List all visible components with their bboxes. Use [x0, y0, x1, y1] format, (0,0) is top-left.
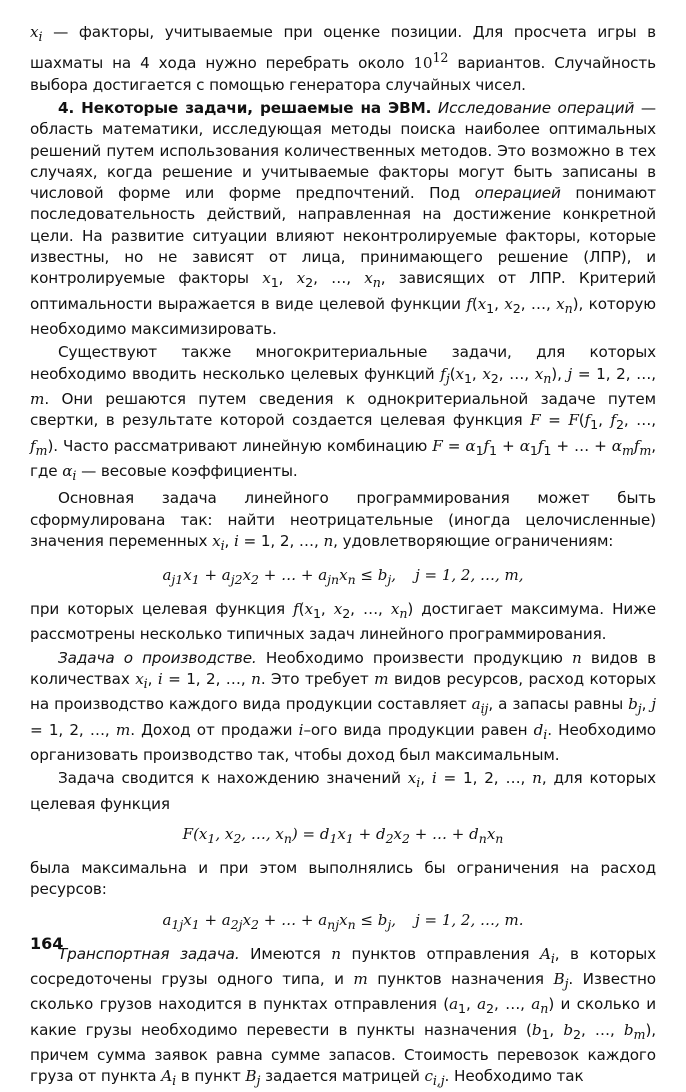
paragraph-maximal: была максимальна и при этом выполнялись бы ограничения на расход ресурсов: [30, 858, 656, 899]
paragraph-intro: $x_i$ — факторы, учитываемые при оценке позиции. Для просчета игры в шахматы на 4 хода нужно перебрать около $10^{12}$ вариантов. Случайность выбора достигается с помощью генератора случайных чисел. [30, 23, 656, 94]
formula-constraints-2: $a_{1j}x_1 + a_{2j}x_2$ + … + $a_{nj}x_n \le b_j$, j = 1, 2, …, m. [162, 910, 524, 932]
production-problem-title: Задача о производстве. [58, 648, 257, 667]
page-number: 164 [30, 934, 64, 953]
paragraph-multicriteria: Существуют также многокритериальные задачи, для которых необходимо вводить несколько целевых функций $f_j(x_1$, $x_2$, …, $x_n$), j = 1, 2, …, m. Они решаются путем сведения к однокритериальной задаче путем свертки, в результате которой создается целевая функция $F = F(f_1$, $f_2$, …, $f_m$). Часто рассматривают линейную комбинацию $F = \alpha_1f_1 + \alpha_1f_1$ + … + $\alpha_mf_m$, где $\alpha_i$ — весовые коэффициенты. [30, 343, 657, 483]
section-heading: 4. Некоторые задачи, решаемые на ЭВМ. [58, 98, 432, 117]
paragraph-production-problem: Задача о производстве. Необходимо произвести продукцию n видов в количествах $x_i$, i = 1, 2, …, n. Это требует m видов ресурсов, расход которых на производство каждого вида продукции составляет $a_{ij}$, а запасы равны $b_j$, j = 1, 2, …, m. Доход от продажи i–ого вида продукции равен $d_i$. Необходимо организовать производство так, чтобы доход был максимальным. [30, 648, 656, 765]
formula-constraints-1: $a_{j1}x_1 + a_{j2}x_2$ + … + $a_{jn}x_n \le b_j$, j = 1, 2, …, m, [162, 566, 524, 588]
transport-problem-title: Транспортная задача. [58, 944, 240, 963]
formula-objective-function: $F(x_1$, $x_2$, …, $x_n) = d_1x_1 + d_2x_2$ + … + $d_nx_n$ [182, 824, 504, 846]
section-4-paragraph: 4. Некоторые задачи, решаемые на ЭВМ. Исследование операций — область математики, исследующая методы поиска наиболее оптимальных решений путем использования количественных методов. Это возможно в тех случаях, когда решение и учитываемые факторы могут быть записаны в числовой форме или форме предпочтений. Под операцией понимают последовательность действий, направленная на достижение конкретной цели. На развитие ситуации влияют неконтролируемые факторы, которые известны, но не зависят от лица, принимающего решение (ЛПР), и контролируемые факторы $x_1$, $x_2$, …, $x_n$, зависящих от ЛПР. Критерий оптимальности выражается в виде целевой функции $f(x_1$, $x_2$, …, $x_n$), которую необходимо максимизировать. [30, 98, 657, 339]
paragraph-linear-programming: Основная задача линейного программирования может быть сформулирована так: найти неотрицательные (иногда целочисленные) значения переменных $x_i$, i = 1, 2, …, n, удовлетворяющие ограничениям: [30, 489, 656, 553]
paragraph-transport-problem: Транспортная задача. Имеются n пунктов отправления $A_i$, в которых сосредоточены грузы одного типа, и m пунктов назначения $B_j$. Известно сколько грузов находится в пунктах отправления ($a_1$, $a_2$, …, $a_n$) и сколько и какие грузы необходимо перевести в пункты назначения ($b_1$, $b_2$, …, $b_m$), причем сумма заявок равна сумме запасов. Стоимость перевозок каждого груза от пункта $A_i$ в пункт $B_j$ задается матрицей $c_{i,j}$. Необходимо так [30, 944, 657, 1089]
paragraph-objective: при которых целевая функция $f(x_1$, $x_2$, …, $x_n$) достигает максимума. Ниже рассмотрены несколько типичных задач линейного программирования. [30, 600, 656, 644]
paragraph-reduction: Задача сводится к нахождению значений $x_i$, i = 1, 2, …, n, для которых целевая функция [30, 769, 656, 813]
